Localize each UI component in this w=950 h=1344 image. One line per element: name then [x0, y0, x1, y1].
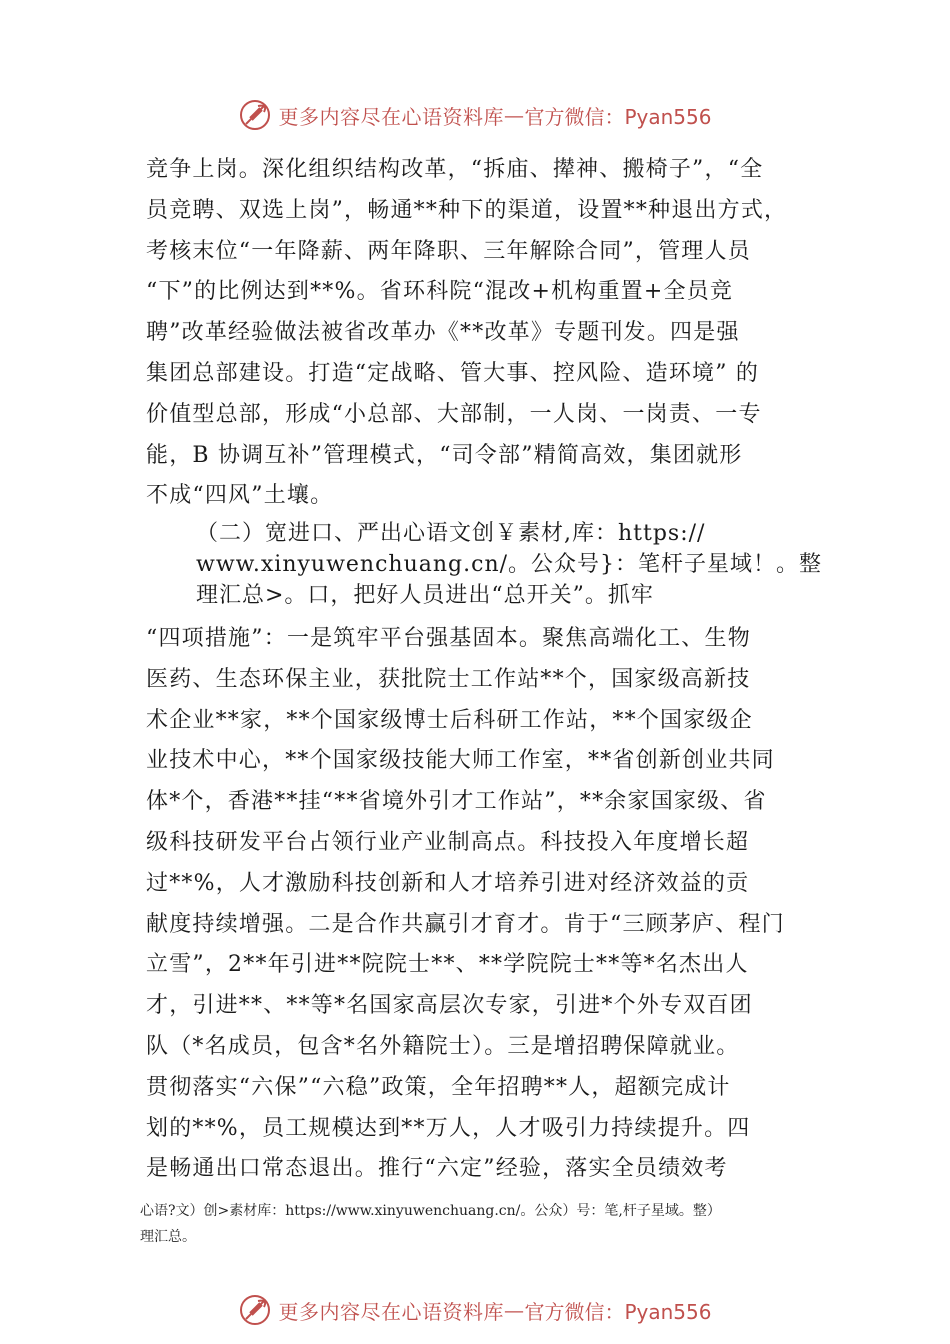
footnote	[140, 1198, 840, 1250]
footnote-line: 理汇总。	[140, 1229, 196, 1245]
text-line: 集团总部建设。打造“定战略、管大事、控风险、造环境” 的	[146, 360, 760, 386]
text-line: 贯彻落实“六保”“六稳”政策，全年招聘**人，超额完成计	[146, 1074, 731, 1100]
text-line: “下”的比例达到**%。省环科院“混改+机构重置+全员竞	[146, 279, 734, 305]
heading-line: 理汇总>。口，把好人员进出“总开关”。抓牢	[196, 583, 654, 608]
text-line: 业技术中心，**个国家级技能大师工作室，**省创新创业共同	[146, 748, 775, 774]
text-line: 是畅通出口常态退出。推行“六定”经验，落实全员绩效考	[146, 1156, 728, 1182]
text-line: 体*个，香港**挂“**省境外引才工作站”，**余家国家级、省	[146, 789, 767, 815]
watermark-contact: 官方微信：Pyan556	[524, 1299, 712, 1324]
heading-line: www.xinyuwenchuang.cn/。公众号}：笔杆子星域！。整	[196, 552, 823, 577]
paragraph-1	[146, 150, 816, 517]
text-line: “四项措施”：一是筑牢平台强基固本。聚焦高端化工、生物	[146, 626, 751, 651]
text-line: 竞争上岗。深化组织结构改革，“拆庙、撵神、搬椅子”，“全	[146, 157, 764, 182]
text-line: 医药、生态环保主业，获批院士工作站**个，国家级高新技	[146, 666, 751, 692]
text-line: 级科技研发平台占领行业产业制高点。科技投入年度增长超	[146, 829, 750, 855]
feather-logo-icon	[238, 1293, 272, 1327]
text-line: 不成“四风”土壤。	[146, 483, 334, 509]
watermark-separator: —	[503, 103, 525, 127]
watermark-text: 更多内容尽在心语资料库	[278, 1299, 504, 1324]
text-line: 划的**%，员工规模达到**万人，人才吸引力持续提升。四	[146, 1115, 751, 1141]
watermark-footer	[0, 1290, 950, 1330]
text-line: 立雪”，2**年引进**院院士**、**学院院士**等*名杰出人	[146, 952, 749, 978]
watermark-contact: 官方微信：Pyan556	[524, 104, 712, 129]
watermark-text: 更多内容尽在心语资料库	[278, 104, 504, 129]
text-line: 术企业**家，**个国家级博士后科研工作站，**个国家级企	[146, 707, 753, 733]
text-line: 价值型总部，形成“小总部、大部制，一人岗、一岗责、一专	[146, 401, 762, 427]
text-line: 过**%，人才激励科技创新和人才培养引进对经济效益的贡	[146, 870, 750, 896]
text-line: 聘”改革经验做法被省改革办《**改革》专题刊发。四是强	[146, 320, 740, 346]
watermark-header	[0, 95, 950, 135]
text-line: 员竞聘、双选上岗”，畅通**种下的渠道，设置**种退出方式，	[146, 197, 788, 223]
section-heading	[196, 518, 826, 611]
text-line: 才，引进**、**等*名国家高层次专家，引进*个外专双百团	[146, 993, 753, 1019]
feather-logo-icon	[238, 98, 272, 132]
text-line: 考核末位“一年降薪、两年降职、三年解除合同”，管理人员	[146, 238, 751, 264]
paragraph-2	[146, 619, 816, 1190]
text-line: 队（*名成员，包含*名外籍院士）。三是增招聘保障就业。	[146, 1033, 740, 1059]
watermark-separator: —	[503, 1298, 525, 1322]
text-line: 能，B 协调互补”管理模式，“司令部”精简高效，集团就形	[146, 442, 743, 468]
text-line: 献度持续增强。二是合作共赢引才育才。肯于“三顾茅庐、程门	[146, 911, 785, 937]
heading-line: （二）宽进口、严出心语文创￥素材,库：https://	[196, 521, 706, 546]
footnote-line: 心语?文）创>素材库：https://www.xinyuwenchuang.cn/。公众）号：笔,杆子星域。整）	[140, 1203, 721, 1219]
